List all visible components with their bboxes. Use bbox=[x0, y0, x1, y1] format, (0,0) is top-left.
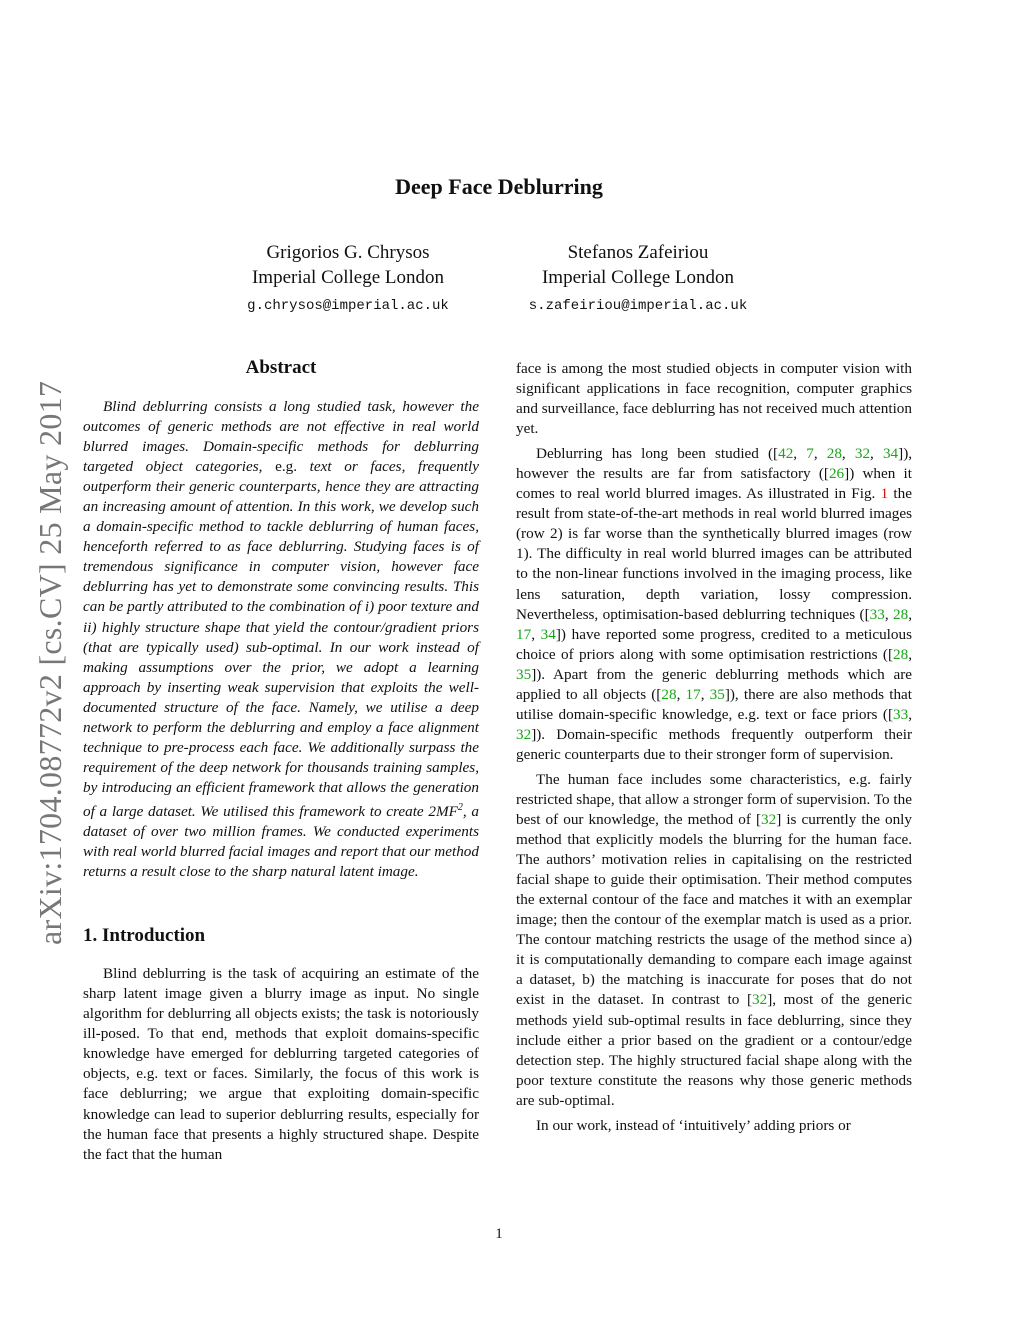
citation-link[interactable]: 32 bbox=[854, 445, 871, 463]
citation-link[interactable]: 34 bbox=[540, 625, 556, 643]
citation-link[interactable]: 17 bbox=[685, 685, 701, 703]
author-affiliation: Imperial College London bbox=[541, 267, 735, 288]
page-number: 1 bbox=[495, 1226, 503, 1242]
citation-link[interactable]: 32 bbox=[761, 811, 777, 829]
citation-link[interactable]: 26 bbox=[828, 465, 845, 483]
citation-link[interactable]: 28 bbox=[826, 445, 842, 463]
paper-title: Deep Face Deblurring bbox=[395, 174, 603, 199]
right-column bbox=[516, 359, 912, 1136]
section-heading-introduction: 1. Introduction bbox=[83, 925, 206, 947]
citation-link[interactable]: 33 bbox=[893, 705, 909, 723]
citation-link[interactable]: 7 bbox=[806, 445, 814, 463]
author-affiliation: Imperial College London bbox=[251, 267, 445, 288]
intro-paragraph: In our work, instead of ‘intuitively’ adding priors or bbox=[536, 1116, 851, 1134]
author-name: Stefanos Zafeiriou bbox=[567, 242, 709, 263]
dataset-name: 2MF bbox=[428, 803, 458, 820]
abstract-text: Blind deblurring consists a long studied task, however the outcomes of generic methods are not effective in real world blurred images. Domain-specific methods for deblurring targeted object categories, e.g. text or faces, frequently outperform their generic counterparts, hence they are attracting an increasing amount of attention. In this work, we develop such a domain-specific method to tackle deblurring of human faces, henceforth referred to as face deblurring. Studying faces is of tremendous significance in computer vision, however face deblurring has yet to demonstrate some convincing results. This can be partly attributed to the combination of i) poor texture and ii) highly structure shape that yield the contour/gradient priors (that are typically used) sub-optimal. In our work instead of making assumptions over the prior, we adopt a learning approach by inserting weak supervision that exploits the well-documented structure of the face. Namely, we utilise a deep network to perform the deblurring and employ a face alignment technique to pre-process each face. We additionally surpass the requirement of the deep network for thousands training samples, by introducing an efficient framework that allows the generation of a large dataset. We utilised this framework to create $2MF^2$, a dataset of over two million frames. We conducted experiments with real world blurred facial images and report that our method returns a result close to the sharp natural latent image. bbox=[83, 398, 480, 881]
author-block-2 bbox=[488, 240, 788, 319]
abstract-heading: Abstract bbox=[245, 357, 317, 378]
author-name: Grigorios G. Chrysos bbox=[266, 242, 430, 263]
left-column bbox=[83, 356, 479, 1165]
intro-paragraph: Deblurring has long been studied ([42, 7, 28, 32, 34]), however the results are far from satisfactory ([26]) when it comes to real world blurred images. As illustrated in Fig. 1 the result from state-of-the-art methods in real world blurred images (row 2) is far worse than the synthetically blurred images (row 1). The difficulty in real world blurred images can be attributed to the non-linear functions involved in the imaging process, like lens saturation, depth variation, lossy compression. Nevertheless, optimisation-based deblurring techniques ([33, 28, 17, 34]) have reported some progress, credited to a meticulous choice of priors along with some optimisation restrictions ([28, 35]). Apart from the generic deblurring methods which are applied to all objects ([28, 17, 35]), there are also methods that utilise domain-specific knowledge, e.g. text or face priors ([33, 32]). Domain-specific methods frequently outperform their generic counterparts due to their stronger form of supervision. bbox=[516, 445, 913, 763]
figure-link[interactable]: 1 bbox=[880, 485, 889, 503]
citation-link[interactable]: 34 bbox=[882, 445, 899, 463]
dataset-superscript: 2 bbox=[457, 801, 463, 813]
author-block-1 bbox=[198, 240, 498, 319]
citation-link[interactable]: 17 bbox=[516, 625, 532, 643]
citation-link[interactable]: 33 bbox=[869, 605, 885, 623]
author-email[interactable]: g.chrysos@imperial.ac.uk bbox=[247, 298, 449, 314]
citation-link[interactable]: 32 bbox=[752, 991, 768, 1009]
author-email[interactable]: s.zafeiriou@imperial.ac.uk bbox=[528, 298, 748, 314]
intro-paragraph: The human face includes some characteristics, e.g. fairly restricted shape, that allow a stronger form of supervision. To the best of our knowledge, the method of [32] is currently the only method that explicitly models the blurring for the human face. The authors’ motivation relies in capitalising on the restricted facial shape to guide their optimisation. Their method computes the external contour of the face and matches it with an exemplar image; then the contour of the exemplar match is used as a prior. The contour matching restricts the usage of the method since a) it is computationally demanding to compare each image against a dataset, b) the matching is inaccurate for poses that do not exist in the dataset. In contrast to [32], most of the generic methods yield sub-optimal results in face deblurring, since they include either a prior based on the gradient or a contour/edge detection step. The highly structured facial shape along with the poor texture constitute the reasons why those generic methods are sub-optimal. bbox=[516, 770, 912, 1109]
arxiv-stamp: arXiv:1704.08772v2 [cs.CV] 25 May 2017 bbox=[32, 380, 68, 945]
citation-link[interactable]: 35 bbox=[709, 685, 725, 703]
citation-link[interactable]: 28 bbox=[893, 605, 909, 623]
intro-paragraph-continued: face is among the most studied objects in computer vision with significant applications in face recognition, computer graphics and surveillance, face deblurring has not received much attention yet. bbox=[516, 360, 912, 438]
citation-link[interactable]: 28 bbox=[893, 645, 909, 663]
citation-link[interactable]: 35 bbox=[516, 665, 532, 683]
citation-link[interactable]: 28 bbox=[661, 685, 677, 703]
citation-link[interactable]: 32 bbox=[516, 725, 532, 743]
citation-link[interactable]: 42 bbox=[778, 445, 794, 463]
intro-paragraph: Blind deblurring is the task of acquiring an estimate of the sharp latent image given a blurry image as input. No single algorithm for deblurring all objects exists; the task is notoriously ill-posed. To that end, methods that exploit domains-specific knowledge have emerged for deblurring targeted categories of objects, e.g. text or faces. Similarly, the focus of this work is face deblurring; we argue that exploiting domain-specific knowledge can lead to superior deblurring results, especially for the human face that presents a highly structured shape. Despite the fact that the human bbox=[83, 965, 479, 1163]
